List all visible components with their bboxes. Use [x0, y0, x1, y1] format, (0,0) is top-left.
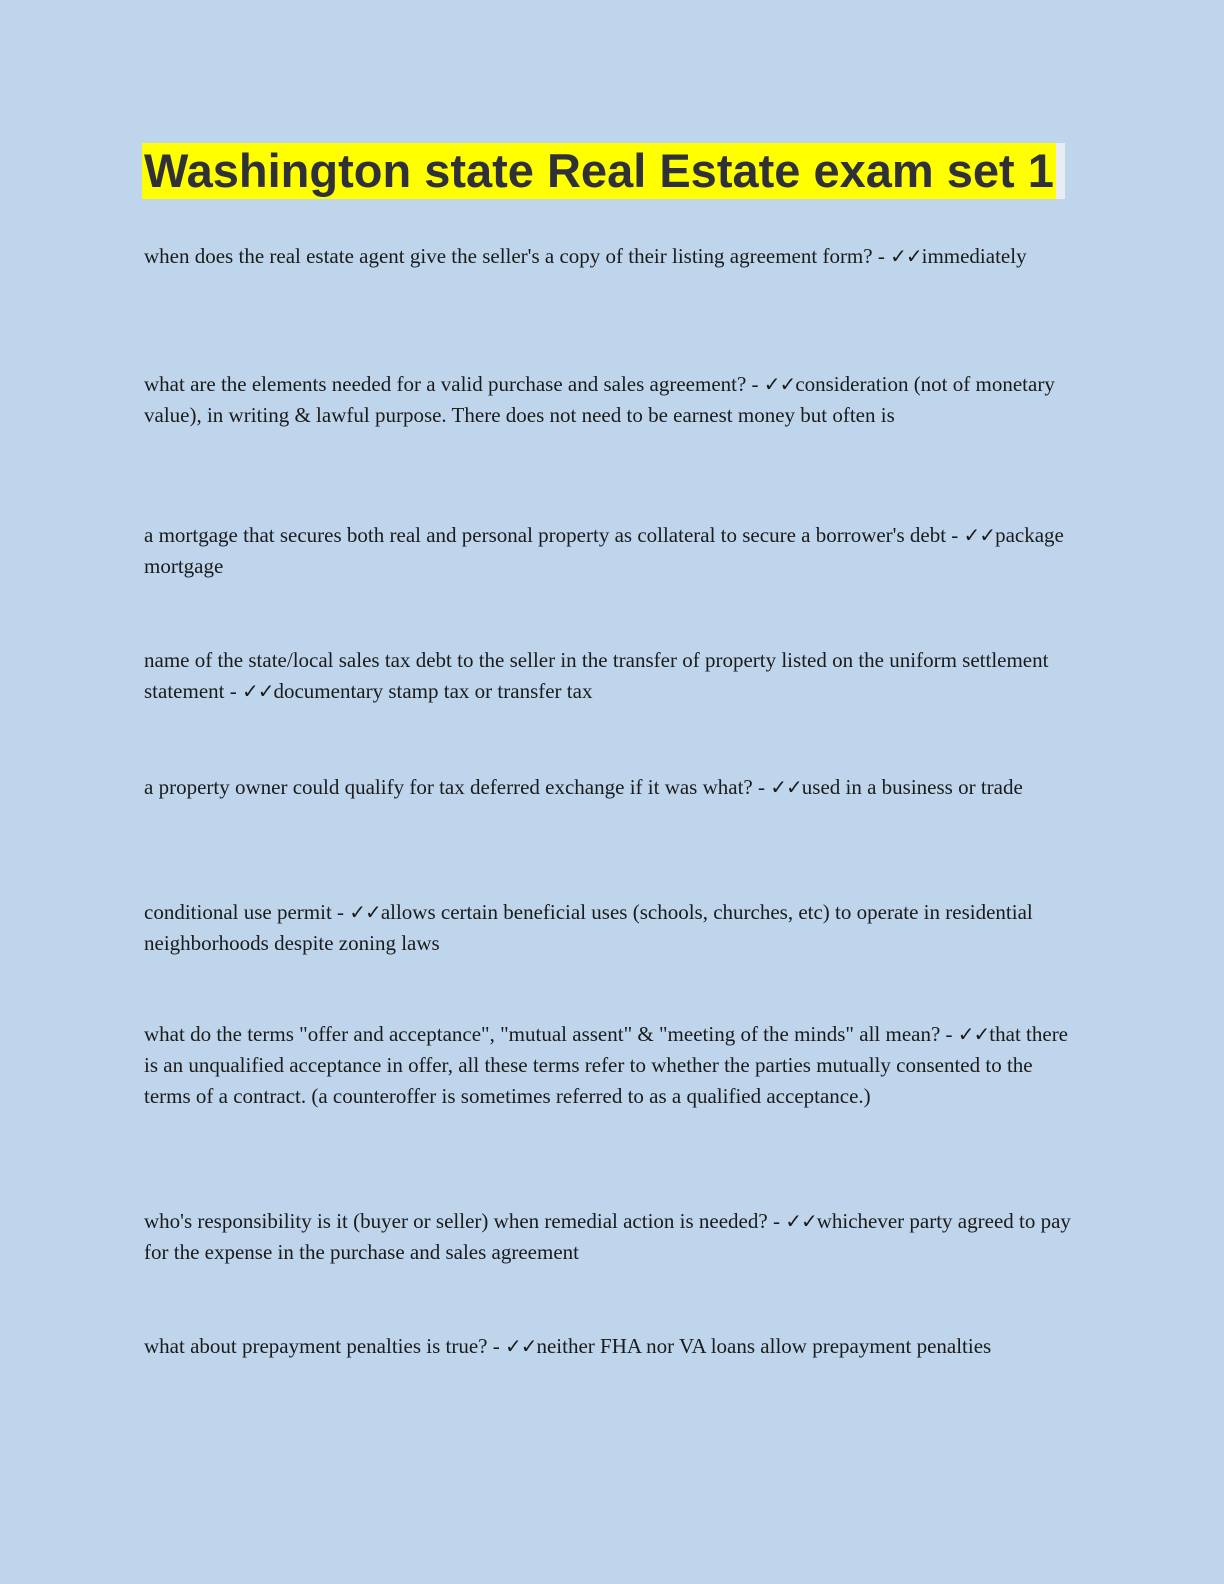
qa-item: [144, 1206, 1084, 1268]
answer-text: used in a business or trade: [801, 775, 1023, 799]
double-check-icon: ✓✓: [504, 1334, 537, 1358]
answer-text: allows certain beneficial uses (schools, churches, etc) to operate in residential neighborhoods despite zoning laws: [144, 900, 1033, 955]
qa-item: [144, 520, 1084, 582]
qa-item: [144, 1331, 1084, 1362]
question-text: what are the elements needed for a valid purchase and sales agreement? -: [144, 372, 764, 396]
answer-text: neither FHA nor VA loans allow prepayment penalties: [536, 1334, 992, 1358]
double-check-icon: ✓✓: [890, 244, 922, 268]
qa-item: [144, 897, 1084, 959]
double-check-icon: ✓✓: [770, 775, 802, 799]
question-text: conditional use permit -: [144, 900, 350, 924]
answer-text: whichever party agreed to pay for the expense in the purchase and sales agreement: [144, 1209, 1071, 1264]
double-check-icon: ✓✓: [349, 900, 381, 924]
qa-item: [144, 772, 1084, 803]
document-title: Washington state Real Estate exam set 1: [142, 143, 1065, 199]
question-text: a mortgage that secures both real and personal property as collateral to secure a borrower's debt -: [144, 523, 964, 547]
answer-text: package mortgage: [144, 523, 1064, 578]
question-text: when does the real estate agent give the seller's a copy of their listing agreement form? -: [144, 244, 891, 268]
answer-text: documentary stamp tax or transfer tax: [273, 679, 593, 703]
double-check-icon: ✓✓: [763, 372, 796, 396]
question-text: name of the state/local sales tax debt to the seller in the transfer of property listed on the uniform settlement statement -: [144, 648, 1049, 703]
double-check-icon: ✓✓: [241, 679, 274, 703]
answer-text: immediately: [921, 244, 1027, 268]
question-text: what about prepayment penalties is true? -: [144, 1334, 505, 1358]
answer-text: consideration (not of monetary value), in writing & lawful purpose. There does not need to be earnest money but often is: [144, 372, 1055, 427]
qa-item: [144, 645, 1084, 707]
qa-item: [144, 241, 1084, 272]
title-block: [142, 143, 1082, 199]
question-text: who's responsibility is it (buyer or seller) when remedial action is needed? -: [144, 1209, 786, 1233]
double-check-icon: ✓✓: [963, 523, 996, 547]
double-check-icon: ✓✓: [785, 1209, 817, 1233]
double-check-icon: ✓✓: [957, 1022, 990, 1046]
question-text: what do the terms "offer and acceptance", "mutual assent" & "meeting of the minds" all mean? -: [144, 1022, 958, 1046]
question-text: a property owner could qualify for tax deferred exchange if it was what? -: [144, 775, 771, 799]
qa-item: [144, 1019, 1084, 1112]
qa-item: [144, 369, 1084, 431]
answer-text: that there is an unqualified acceptance in offer, all these terms refer to whether the parties mutually consented to the terms of a contract. (a counteroffer is sometimes referred to as a qualified acceptance.): [144, 1022, 1069, 1108]
